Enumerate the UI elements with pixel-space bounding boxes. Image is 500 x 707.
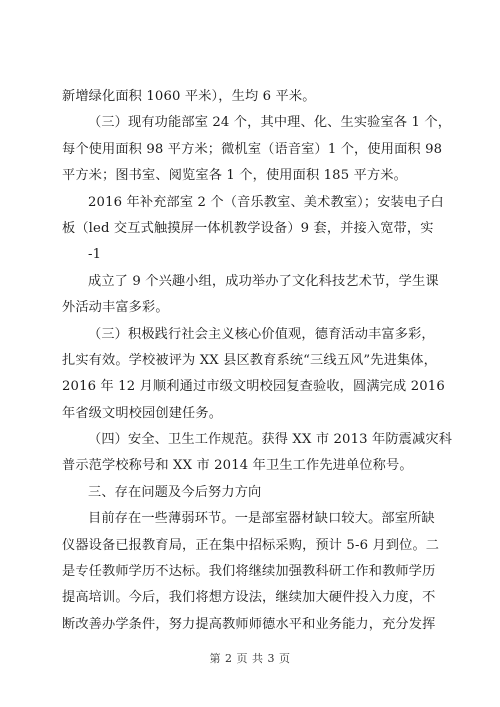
section-heading: 三、存在问题及今后努力方向 <box>88 484 262 500</box>
text-line: （四）安全、卫生工作规范。获得 XX 市 2013 年防震减灾科 <box>88 432 453 448</box>
text-line: 仪器设备已报教育局，正在集中招标采购，预计 5-6 月到位。二 <box>62 537 440 553</box>
text-line: 扎实有效。学校被评为 XX 县区教育系统“三线五风”先进集体， <box>62 352 437 368</box>
text-line: 新增绿化面积 1060 平米），生均 6 平米。 <box>62 89 316 104</box>
text-line: 板（led 交互式触摸屏一体机教学设备）9 套，并接入宽带，实 <box>62 220 434 236</box>
text-line: 外活动丰富多彩。 <box>62 300 169 316</box>
text-line: 是专任教师学历不达标。我们将继续加强教科研工作和教师学历 <box>62 564 436 580</box>
text-line: 2016 年补充部室 2 个（音乐教室、美术教室）；安装电子白 <box>88 194 444 210</box>
document-body <box>62 84 453 638</box>
page-number-footer: 第 2 页 共 3 页 <box>209 652 291 665</box>
text-line: 每个使用面积 98 平方米；微机室（语音室）1 个，使用面积 98 <box>62 141 443 157</box>
text-line: 2016 年 12 月顺利通过市级文明校园复查验收，圆满完成 2016 <box>62 379 445 395</box>
text-line: 成立了 9 个兴趣小组，成功举办了文化科技艺术节，学生课 <box>88 273 439 289</box>
text-line: 断改善办学条件，努力提高教师师德水平和业务能力，充分发挥 <box>62 616 436 632</box>
text-line: 平方米；图书室、阅览室各 1 个，使用面积 185 平方米。 <box>62 168 407 184</box>
text-line: -1 <box>88 247 102 263</box>
text-line: 目前存在一些薄弱环节。一是部室器材缺口较大。部室所缺 <box>88 511 435 527</box>
text-line: 提高培训。今后，我们将想方设法，继续加大硬件投入力度，不 <box>62 590 436 606</box>
text-line: 普示范学校称号和 XX 市 2014 年卫生工作先进单位称号。 <box>62 458 413 474</box>
text-line: （三）现有功能部室 24 个，其中理、化、生实验室各 1 个， <box>88 115 452 131</box>
text-line: （三）积极践行社会主义核心价值观，德育活动丰富多彩， <box>88 326 435 342</box>
text-line: 年省级文明校园创建任务。 <box>62 405 223 421</box>
